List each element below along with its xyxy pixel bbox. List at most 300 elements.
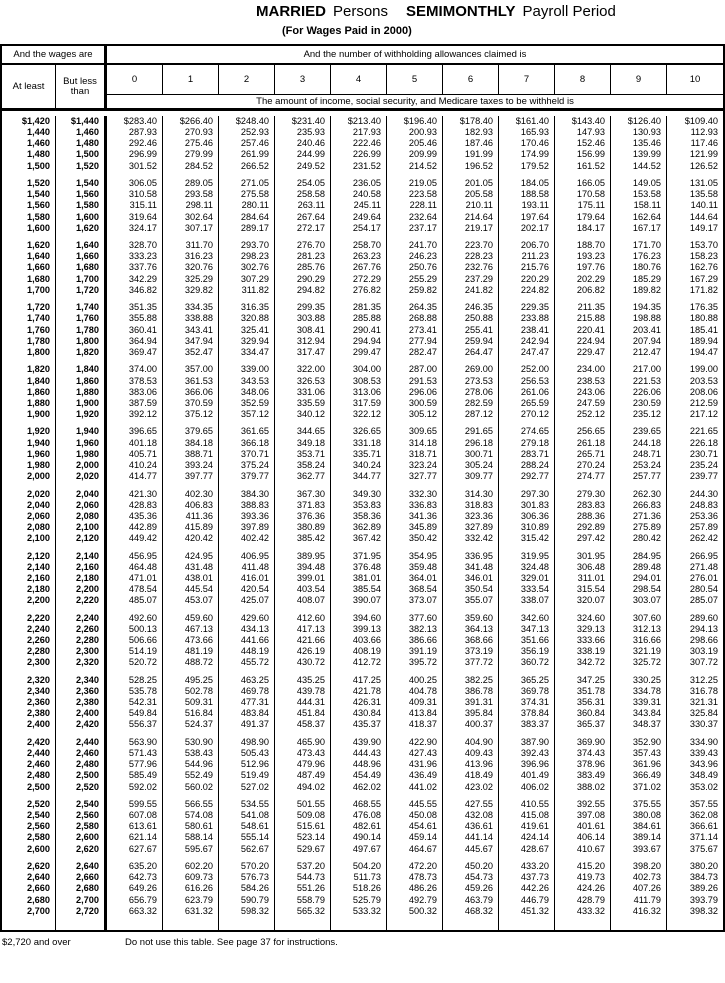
wage-less-than-cell: 2,160 xyxy=(56,562,107,573)
wage-less-than-cell: 2,080 xyxy=(56,511,107,522)
tax-value-cell-allow-4 xyxy=(331,917,387,930)
table-row xyxy=(2,127,723,138)
tax-value-cell-allow-4: 476.08 xyxy=(331,810,387,821)
tax-value-cell-allow-1: 595.67 xyxy=(163,844,219,855)
tax-value-cell-allow-7: 193.11 xyxy=(499,200,555,211)
table-row xyxy=(2,906,723,917)
tax-value-cell-allow-3: 408.07 xyxy=(275,595,331,606)
tax-value-cell-allow-8: 152.46 xyxy=(555,138,611,149)
wage-at-least-cell: 2,540 xyxy=(2,810,56,821)
tax-value-cell-allow-10: 199.00 xyxy=(689,364,718,375)
tax-value-cell-allow-5: 382.13 xyxy=(387,624,443,635)
tax-value-cell-allow-8: 184.17 xyxy=(555,223,611,234)
tax-value-cell-allow-1: 495.25 xyxy=(163,675,219,686)
tax-value-cell-allow-1: 623.79 xyxy=(163,895,219,906)
tax-value-cell-allow-4: 482.61 xyxy=(331,821,387,832)
wage-less-than-cell: 2,100 xyxy=(56,522,107,533)
table-header-row-1 xyxy=(2,46,723,65)
tax-value-cell-allow-1: 270.93 xyxy=(163,127,219,138)
tax-value-cell-allow-1: 357.00 xyxy=(163,364,219,375)
tax-value-cell-allow-8: 292.89 xyxy=(555,522,611,533)
tax-value-cell-allow-4: 285.88 xyxy=(331,313,387,324)
tax-value-cell-allow-0: 478.54 xyxy=(107,584,163,595)
tax-value-cell-allow-8: 297.42 xyxy=(555,533,611,544)
tax-value-cell-allow-3: 326.53 xyxy=(275,376,331,387)
tax-value-cell-allow-0 xyxy=(107,917,163,930)
allowance-col-1: 1 xyxy=(163,65,219,94)
tax-value-cell-allow-3: 267.64 xyxy=(275,212,331,223)
tax-value-cell-allow-10: 189.94 xyxy=(689,335,718,346)
tax-value-cell-allow-3: 258.58 xyxy=(275,189,331,200)
tax-value-cell-allow-3: 439.78 xyxy=(275,686,331,697)
tax-value-cell-allow-5: 500.32 xyxy=(387,906,443,917)
table-row xyxy=(2,376,723,387)
tax-value-cell-allow-1: 343.41 xyxy=(163,325,219,336)
tax-value-cell-allow-8: 383.49 xyxy=(555,770,611,781)
allowance-col-6: 6 xyxy=(443,65,499,94)
tax-value-cell-allow-10: 239.77 xyxy=(689,471,718,482)
tax-value-cell-allow-0: 485.07 xyxy=(107,595,163,606)
table-row xyxy=(2,861,723,872)
tax-value-cell-allow-6: 382.25 xyxy=(443,675,499,686)
tax-value-cell-allow-10: 121.99 xyxy=(689,149,718,160)
tax-value-cell-allow-2: 339.00 xyxy=(219,364,275,375)
wage-less-than-cell: 2,420 xyxy=(56,719,107,730)
tax-value-cell-allow-0: 520.72 xyxy=(107,657,163,668)
tax-value-cell-allow-9: 176.23 xyxy=(611,251,667,262)
wage-at-least-cell: 2,660 xyxy=(2,883,56,894)
tax-value-cell-allow-3: 529.67 xyxy=(275,844,331,855)
tax-value-cell-allow-2: 498.90 xyxy=(219,737,275,748)
tax-value-cell-allow-7: 252.00 xyxy=(499,364,555,375)
wage-at-least-cell: 2,360 xyxy=(2,697,56,708)
wage-less-than-cell: 2,660 xyxy=(56,872,107,883)
tax-value-cell-allow-2: 252.93 xyxy=(219,127,275,138)
tax-value-cell-allow-0: 607.08 xyxy=(107,810,163,821)
tax-value-cell-allow-6: 264.47 xyxy=(443,347,499,358)
tax-value-cell-allow-9: 316.66 xyxy=(611,635,667,646)
tax-value-cell-allow-6 xyxy=(443,917,499,930)
tax-value-cell-allow-5: 327.77 xyxy=(387,471,443,482)
tax-value-cell-allow-6: 309.77 xyxy=(443,471,499,482)
table-header-row-2 xyxy=(2,65,723,111)
table-row xyxy=(2,821,723,832)
tax-value-cell-allow-5: 246.23 xyxy=(387,251,443,262)
wage-less-than-cell: 1,740 xyxy=(56,302,107,313)
tax-value-cell-allow-1: 370.59 xyxy=(163,398,219,409)
tax-value-cell-allow-2: 562.67 xyxy=(219,844,275,855)
wage-less-than-cell: 2,220 xyxy=(56,595,107,606)
tax-value-cell-allow-4: 249.64 xyxy=(331,212,387,223)
tax-value-cell-allow-7: 301.83 xyxy=(499,500,555,511)
tax-value-cell-allow-6: 300.71 xyxy=(443,449,499,460)
tax-value-cell-allow-0: 442.89 xyxy=(107,522,163,533)
tax-value-cell-allow-10: 303.19 xyxy=(689,646,718,657)
tax-value-cell-allow-7: 297.30 xyxy=(499,489,555,500)
tax-value-cell-allow-8: 306.48 xyxy=(555,562,611,573)
tax-value-cell-allow-10: 280.54 xyxy=(689,584,718,595)
tax-value-cell-allow-9: 221.53 xyxy=(611,376,667,387)
tax-value-cell-allow-7: 184.05 xyxy=(499,178,555,189)
tax-value-cell-allow-0: 471.01 xyxy=(107,573,163,584)
tax-value-cell-allow-1: 293.58 xyxy=(163,189,219,200)
wage-at-least-cell: 2,480 xyxy=(2,770,56,781)
wage-at-least-cell: 2,180 xyxy=(2,584,56,595)
tax-value-cell-allow-0: 599.55 xyxy=(107,799,163,810)
tax-value-cell-allow-0: 364.94 xyxy=(107,336,163,347)
tax-value-cell-allow-10: 307.72 xyxy=(689,657,718,668)
wage-less-than-cell: 2,640 xyxy=(56,861,107,872)
wage-at-least-cell: 2,500 xyxy=(2,782,56,793)
tax-value-cell-allow-8: 197.76 xyxy=(555,262,611,273)
tax-value-cell-allow-7: 265.59 xyxy=(499,398,555,409)
tax-value-cell-allow-7: 342.60 xyxy=(499,613,555,624)
tax-value-cell-allow-9: 180.76 xyxy=(611,262,667,273)
wage-less-than-cell: 1,820 xyxy=(56,347,107,358)
tax-value-cell-allow-0: 642.73 xyxy=(107,872,163,883)
wage-at-least-cell: 1,720 xyxy=(2,302,56,313)
tax-value-cell-allow-2: 463.25 xyxy=(219,675,275,686)
tax-value-cell-allow-0: 310.58 xyxy=(107,189,163,200)
tax-value-cell-allow-5: 318.71 xyxy=(387,449,443,460)
tax-value-cell-allow-5: 250.76 xyxy=(387,262,443,273)
tax-value-cell-allow-7: 347.13 xyxy=(499,624,555,635)
tax-value-cell-allow-8: 374.43 xyxy=(555,748,611,759)
tax-value-cell-allow-9: 380.08 xyxy=(611,810,667,821)
tax-value-cell-allow-7 xyxy=(499,917,555,930)
table-row xyxy=(2,212,723,223)
tax-value-cell-allow-2: 343.53 xyxy=(219,376,275,387)
table-row xyxy=(2,595,723,606)
tax-value-cell-allow-6: 445.67 xyxy=(443,844,499,855)
tax-value-cell-allow-7: 356.19 xyxy=(499,646,555,657)
wage-at-least-cell: 2,060 xyxy=(2,511,56,522)
tax-value-cell-allow-1: 347.94 xyxy=(163,336,219,347)
tax-value-cell-allow-5: 391.19 xyxy=(387,646,443,657)
tax-value-cell-allow-8: 202.29 xyxy=(555,274,611,285)
wage-at-least-cell: 1,440 xyxy=(2,127,56,138)
tax-value-cell-allow-7: 211.23 xyxy=(499,251,555,262)
wage-less-than-cell: 1,700 xyxy=(56,274,107,285)
tax-value-cell-allow-1: 307.17 xyxy=(163,223,219,234)
tax-value-cell-allow-2: 257.46 xyxy=(219,138,275,149)
tax-value-cell-allow-6: 418.49 xyxy=(443,770,499,781)
tax-value-cell-allow-2 xyxy=(219,917,275,930)
tax-value-cell-allow-2: 469.78 xyxy=(219,686,275,697)
wages-are-header: And the wages are xyxy=(2,46,107,63)
tax-value-cell-allow-4: 504.20 xyxy=(331,861,387,872)
tax-value-cell-allow-4: 258.70 xyxy=(331,240,387,251)
tax-value-cell-allow-10: 389.26 xyxy=(689,883,718,894)
table-row xyxy=(2,759,723,770)
wage-at-least-cell: 2,260 xyxy=(2,635,56,646)
tax-value-cell-allow-10: 176.35 xyxy=(689,302,718,313)
tax-value-cell-allow-7: 415.08 xyxy=(499,810,555,821)
tax-value-cell-allow-7: 401.49 xyxy=(499,770,555,781)
tax-value-cell-allow-8: 329.13 xyxy=(555,624,611,635)
wage-less-than-cell: 1,860 xyxy=(56,376,107,387)
table-row xyxy=(2,657,723,668)
tax-value-cell-allow-10: 289.60 xyxy=(689,612,718,623)
tax-value-cell-allow-10: 140.11 xyxy=(690,200,718,211)
tax-value-cell-allow-0: 627.67 xyxy=(107,844,163,855)
tax-value-cell-allow-10: 253.36 xyxy=(689,510,718,521)
tax-value-cell-allow-1: 544.96 xyxy=(163,759,219,770)
wage-at-least-cell: 2,520 xyxy=(2,799,56,810)
wage-at-least-cell: 1,920 xyxy=(2,426,56,437)
table-row xyxy=(2,336,723,347)
tax-value-cell-allow-5: 323.24 xyxy=(387,460,443,471)
tax-value-cell-allow-1 xyxy=(163,917,219,930)
tax-value-cell-allow-1: 502.78 xyxy=(163,686,219,697)
tax-value-cell-allow-0: 514.19 xyxy=(107,646,163,657)
tax-value-cell-allow-3: 240.46 xyxy=(275,138,331,149)
tax-value-cell-allow-2: 320.88 xyxy=(219,313,275,324)
tax-value-cell-allow-10: 167.29 xyxy=(689,273,718,284)
wage-at-least-cell: 2,240 xyxy=(2,624,56,635)
tax-value-cell-allow-0: 410.24 xyxy=(107,460,163,471)
tax-value-cell-allow-6: 368.66 xyxy=(443,635,499,646)
tax-value-cell-allow-2: 570.20 xyxy=(219,861,275,872)
tax-value-cell-allow-7: 165.93 xyxy=(499,127,555,138)
tax-value-cell-allow-10: 330.37 xyxy=(689,719,718,730)
tax-value-cell-allow-6: 255.41 xyxy=(443,325,499,336)
wage-less-than-cell: 2,180 xyxy=(56,573,107,584)
tax-value-cell-allow-4: 299.47 xyxy=(331,347,387,358)
tax-value-cell-allow-3 xyxy=(275,917,331,930)
tax-value-cell-allow-7: 310.89 xyxy=(499,522,555,533)
tax-value-cell-allow-1: 384.18 xyxy=(163,438,219,449)
tax-value-cell-allow-8: 315.54 xyxy=(555,584,611,595)
wage-less-than-cell: 1,920 xyxy=(56,409,107,420)
tax-value-cell-allow-1: 275.46 xyxy=(163,138,219,149)
tax-value-cell-allow-3: 358.24 xyxy=(275,460,331,471)
tax-value-cell-allow-2: 293.70 xyxy=(219,240,275,251)
wage-less-than-cell: 2,200 xyxy=(56,584,107,595)
tax-value-cell-allow-3: 494.02 xyxy=(275,782,331,793)
tax-value-cell-allow-10: 380.20 xyxy=(689,861,718,872)
table-row xyxy=(2,872,723,883)
tax-value-cell-allow-8: 365.37 xyxy=(555,719,611,730)
tax-value-cell-allow-4: 313.06 xyxy=(331,387,387,398)
tax-value-cell-allow-2: 289.17 xyxy=(219,223,275,234)
tax-value-cell-allow-6: 291.65 xyxy=(443,426,499,437)
wage-at-least-cell: 1,640 xyxy=(2,251,56,262)
tax-value-cell-allow-9: 275.89 xyxy=(611,522,667,533)
tax-value-cell-allow-7: 369.78 xyxy=(499,686,555,697)
tax-value-cell-allow-5: 395.72 xyxy=(387,657,443,668)
table-row xyxy=(2,551,723,562)
allowance-number-row xyxy=(107,65,723,95)
tax-value-cell-allow-9: 162.64 xyxy=(611,212,667,223)
tax-value-cell-allow-3: 473.43 xyxy=(275,748,331,759)
wage-at-least-cell: 1,940 xyxy=(2,438,56,449)
tax-value-cell-allow-3: 349.18 xyxy=(275,438,331,449)
table-row xyxy=(2,511,723,522)
tax-value-cell-allow-8: 283.83 xyxy=(555,500,611,511)
title-persons: Persons xyxy=(333,3,389,20)
tax-value-cell-allow-3: 458.37 xyxy=(275,719,331,730)
tax-value-cell-allow-1: 316.23 xyxy=(163,251,219,262)
table-row xyxy=(2,460,723,471)
wage-at-least-cell: 1,880 xyxy=(2,398,56,409)
tax-value-cell-allow-4: 518.26 xyxy=(331,883,387,894)
wage-at-least-cell: 1,460 xyxy=(2,138,56,149)
tax-value-cell-allow-8: 333.66 xyxy=(555,635,611,646)
tax-value-cell-allow-10: 266.95 xyxy=(689,550,718,561)
tax-value-cell-allow-4: 236.05 xyxy=(331,178,387,189)
tax-value-cell-allow-0: 342.29 xyxy=(107,274,163,285)
tax-value-cell-allow-9: 389.14 xyxy=(611,832,667,843)
wage-less-than-cell: 2,000 xyxy=(56,460,107,471)
table-row xyxy=(2,584,723,595)
tax-value-cell-allow-9: 339.31 xyxy=(611,697,667,708)
tax-value-cell-allow-8: $143.40 xyxy=(555,116,611,127)
tax-value-cell-allow-2: 393.36 xyxy=(219,511,275,522)
wage-less-than-cell: 2,400 xyxy=(56,708,107,719)
tax-value-cell-allow-3: 565.32 xyxy=(275,906,331,917)
title-semimonthly: SEMIMONTHLY xyxy=(406,3,516,20)
wage-at-least-cell: 2,220 xyxy=(2,613,56,624)
tax-value-cell-allow-9: 384.61 xyxy=(611,821,667,832)
tax-value-cell-allow-1: 325.29 xyxy=(163,274,219,285)
wage-less-than-cell: 1,720 xyxy=(56,285,107,296)
tax-value-cell-allow-9: 153.58 xyxy=(611,189,667,200)
tax-value-cell-allow-5: 241.70 xyxy=(387,240,443,251)
table-row xyxy=(2,149,723,160)
tax-value-cell-allow-10: 343.96 xyxy=(689,759,718,770)
tax-value-cell-allow-8: 166.05 xyxy=(555,178,611,189)
tax-value-cell-allow-5: 364.01 xyxy=(387,573,443,584)
table-row xyxy=(2,302,723,313)
tax-value-cell-allow-1: 566.55 xyxy=(163,799,219,810)
tax-value-cell-allow-7: 446.79 xyxy=(499,895,555,906)
tax-value-cell-allow-10: 235.24 xyxy=(689,459,718,470)
tax-value-cell-allow-6: 427.55 xyxy=(443,799,499,810)
table-row xyxy=(2,489,723,500)
tax-value-cell-allow-4: 353.83 xyxy=(331,500,387,511)
table-row xyxy=(2,883,723,894)
tax-value-cell-allow-0: 360.41 xyxy=(107,325,163,336)
tax-value-cell-allow-3: 244.99 xyxy=(275,149,331,160)
tax-value-cell-allow-3: 544.73 xyxy=(275,872,331,883)
tax-value-cell-allow-1: 524.37 xyxy=(163,719,219,730)
tax-value-cell-allow-2: 384.30 xyxy=(219,489,275,500)
table-row xyxy=(2,325,723,336)
tax-value-cell-allow-10: 126.52 xyxy=(689,160,718,171)
tax-value-cell-allow-9: 280.42 xyxy=(611,533,667,544)
allowance-columns-header xyxy=(107,65,723,108)
tax-value-cell-allow-1: 580.61 xyxy=(163,821,219,832)
tax-value-cell-allow-0: 328.70 xyxy=(107,240,163,251)
tax-value-cell-allow-0: 563.90 xyxy=(107,737,163,748)
tax-value-cell-allow-8: 247.59 xyxy=(555,398,611,409)
tax-value-cell-allow-4: 417.25 xyxy=(331,675,387,686)
tax-value-cell-allow-1: 516.84 xyxy=(163,708,219,719)
tax-value-cell-allow-2: 576.73 xyxy=(219,872,275,883)
tax-value-cell-allow-2: 334.47 xyxy=(219,347,275,358)
tax-value-cell-allow-5: 377.60 xyxy=(387,613,443,624)
tax-value-cell-allow-3: 385.42 xyxy=(275,533,331,544)
tax-value-cell-allow-10: 117.46 xyxy=(690,138,718,149)
withholding-table xyxy=(0,44,725,932)
tax-value-cell-allow-2: 429.60 xyxy=(219,613,275,624)
tax-value-cell-allow-4: 399.13 xyxy=(331,624,387,635)
table-row xyxy=(2,116,723,127)
tax-value-cell-allow-3: 389.95 xyxy=(275,551,331,562)
tax-value-cell-allow-4: 444.43 xyxy=(331,748,387,759)
tax-value-cell-allow-8: 256.65 xyxy=(555,426,611,437)
tax-value-cell-allow-10: 194.47 xyxy=(689,346,718,357)
tax-value-cell-allow-6: 323.36 xyxy=(443,511,499,522)
tax-value-cell-allow-3: 353.71 xyxy=(275,449,331,460)
tax-value-cell-allow-9: 402.73 xyxy=(611,872,667,883)
wage-at-least-cell: 1,580 xyxy=(2,212,56,223)
tax-value-cell-allow-4: 533.32 xyxy=(331,906,387,917)
tax-value-cell-allow-10: 276.01 xyxy=(689,572,718,583)
tax-value-cell-allow-6: 432.08 xyxy=(443,810,499,821)
table-row xyxy=(2,313,723,324)
tax-value-cell-allow-3: 399.01 xyxy=(275,573,331,584)
wage-at-least-cell: 2,200 xyxy=(2,595,56,606)
tax-value-cell-allow-10: 162.76 xyxy=(689,262,718,273)
tax-value-cell-allow-1: 609.73 xyxy=(163,872,219,883)
tax-value-cell-allow-5: 354.95 xyxy=(387,551,443,562)
tax-value-cell-allow-1: 415.89 xyxy=(163,522,219,533)
tax-value-cell-allow-10: 271.48 xyxy=(689,561,718,572)
tax-value-cell-allow-1: 393.24 xyxy=(163,460,219,471)
wage-at-least-cell: 2,100 xyxy=(2,533,56,544)
tax-value-cell-allow-10: 298.66 xyxy=(689,635,718,646)
tax-value-cell-allow-4: 272.29 xyxy=(331,274,387,285)
tax-value-cell-allow-1: 406.83 xyxy=(163,500,219,511)
tax-value-cell-allow-3: 371.83 xyxy=(275,500,331,511)
wage-at-least-cell: $1,420 xyxy=(2,116,56,127)
tax-value-cell-allow-10: 221.65 xyxy=(689,426,718,437)
tax-value-cell-allow-0: 449.42 xyxy=(107,533,163,544)
tax-value-cell-allow-10 xyxy=(667,917,723,930)
tax-value-cell-allow-0: 296.99 xyxy=(107,149,163,160)
tax-value-cell-allow-3: 362.77 xyxy=(275,471,331,482)
tax-value-cell-allow-2: 534.55 xyxy=(219,799,275,810)
tax-value-cell-allow-0: 656.79 xyxy=(107,895,163,906)
tax-value-cell-allow-9: 139.99 xyxy=(611,149,667,160)
tax-value-cell-allow-8: 356.31 xyxy=(555,697,611,708)
table-row xyxy=(2,573,723,584)
tax-value-cell-allow-4: 294.94 xyxy=(331,336,387,347)
tax-value-cell-allow-5: 400.25 xyxy=(387,675,443,686)
wage-at-least-cell: 2,160 xyxy=(2,573,56,584)
tax-value-cell-allow-3: 376.36 xyxy=(275,511,331,522)
wage-at-least-cell: 1,860 xyxy=(2,387,56,398)
allowance-col-10: 10 xyxy=(689,74,701,85)
tax-value-cell-allow-3: 523.14 xyxy=(275,832,331,843)
tax-value-cell-allow-7: 233.88 xyxy=(499,313,555,324)
tax-value-cell-allow-4: 468.55 xyxy=(331,799,387,810)
tax-value-cell-allow-1: 397.77 xyxy=(163,471,219,482)
table-row xyxy=(2,223,723,234)
tax-value-cell-allow-2: 261.99 xyxy=(219,149,275,160)
tax-value-cell-allow-7: 261.06 xyxy=(499,387,555,398)
wage-at-least-cell: 1,740 xyxy=(2,313,56,324)
tax-value-cell-allow-5: 237.17 xyxy=(387,223,443,234)
tax-value-cell-allow-7: 188.58 xyxy=(499,189,555,200)
tax-value-cell-allow-9: 203.41 xyxy=(611,325,667,336)
tax-value-cell-allow-2: 316.35 xyxy=(219,302,275,313)
tax-value-cell-allow-6: 391.31 xyxy=(443,697,499,708)
tax-value-cell-allow-5: 255.29 xyxy=(387,274,443,285)
tax-value-cell-allow-9: 239.65 xyxy=(611,426,667,437)
